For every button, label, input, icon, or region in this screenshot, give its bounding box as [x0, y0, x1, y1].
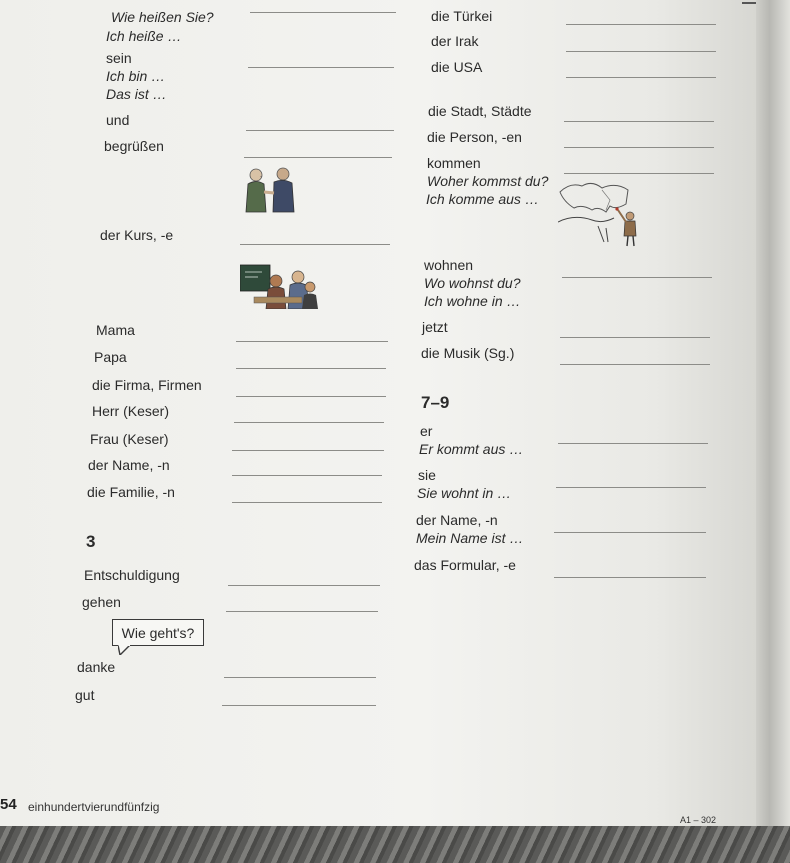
answer-line-das-formular[interactable]: [554, 577, 706, 578]
vocab-kommen: kommen: [427, 155, 481, 171]
handshake-illustration: [240, 166, 298, 214]
vocab-die-familie: die Familie, -n: [87, 484, 175, 500]
answer-line-wohnen[interactable]: [562, 277, 712, 278]
answer-line-papa[interactable]: [236, 368, 386, 369]
answer-line-kommen[interactable]: [564, 173, 714, 174]
vocab-woher-kommst-du: Woher kommst du?: [427, 173, 549, 189]
vocab-sie-wohnt-in: Sie wohnt in …: [417, 485, 512, 501]
vocab-gut: gut: [75, 687, 95, 703]
vocab-die-firma: die Firma, Firmen: [92, 377, 202, 393]
answer-line-die-stadt[interactable]: [564, 121, 714, 122]
answer-line-die-tuerkei[interactable]: [566, 24, 716, 25]
vocab-ich-wohne-in: Ich wohne in …: [424, 293, 521, 309]
vocab-jetzt: jetzt: [422, 319, 448, 335]
answer-line-begruessen[interactable]: [244, 157, 392, 158]
vocab-begruessen: begrüßen: [104, 138, 164, 154]
vocab-er-kommt-aus: Er kommt aus …: [419, 441, 524, 457]
answer-line-gut[interactable]: [222, 705, 376, 706]
vocab-mama: Mama: [96, 322, 135, 338]
page-edge-shadow: [756, 0, 790, 832]
vocab-der-irak: der Irak: [431, 33, 479, 49]
section-number-3: 3: [86, 532, 96, 551]
speech-bubble-tail: [118, 645, 132, 655]
answer-line-die-familie[interactable]: [232, 502, 382, 503]
speech-bubble-text: Wie geht's?: [121, 624, 195, 641]
footer-code: A1 – 302: [680, 815, 717, 825]
vocab-und: und: [106, 112, 130, 128]
vocab-er: er: [420, 423, 433, 439]
classroom-illustration: [240, 263, 318, 309]
section-number-7-9: 7–9: [421, 393, 450, 412]
answer-line-er[interactable]: [558, 443, 708, 444]
vocab-gehen: gehen: [82, 594, 121, 610]
answer-line-die-usa[interactable]: [566, 77, 716, 78]
answer-line-danke[interactable]: [224, 677, 376, 678]
carpet-background: [0, 826, 790, 863]
answer-line-mama[interactable]: [236, 341, 388, 342]
answer-line-sie[interactable]: [556, 487, 706, 488]
vocab-die-musik: die Musik (Sg.): [421, 345, 515, 361]
answer-line-sein[interactable]: [248, 67, 394, 68]
vocab-der-kurs: der Kurs, -e: [100, 227, 174, 243]
answer-line-herr-keser[interactable]: [234, 422, 384, 423]
answer-line-frau-keser[interactable]: [232, 450, 384, 451]
answer-line-der-name-right[interactable]: [554, 532, 706, 533]
vocab-die-person: die Person, -en: [427, 129, 522, 145]
answer-line-der-irak[interactable]: [566, 51, 716, 52]
vocab-sein: sein: [106, 50, 132, 66]
answer-line-die-musik[interactable]: [560, 364, 710, 365]
vocab-wo-wohnst-du: Wo wohnst du?: [424, 275, 521, 291]
vocab-die-usa: die USA: [431, 59, 483, 75]
vocab-frau-keser: Frau (Keser): [90, 431, 169, 447]
answer-line-der-name-left[interactable]: [232, 475, 382, 476]
vocab-wohnen: wohnen: [424, 257, 474, 273]
svg-text:″: ″: [260, 176, 262, 182]
vocab-herr-keser: Herr (Keser): [92, 403, 170, 419]
speech-bubble: [112, 619, 204, 646]
answer-line-und[interactable]: [246, 130, 394, 131]
page-number: 54: [0, 796, 17, 813]
answer-line-die-person[interactable]: [564, 147, 714, 148]
vocab-danke: danke: [77, 659, 116, 675]
answer-line-wie-heissen-sie[interactable]: [250, 12, 396, 13]
vocab-entschuldigung: Entschuldigung: [84, 567, 180, 583]
vocab-sie: sie: [418, 467, 436, 483]
vocab-ich-komme-aus: Ich komme aus …: [426, 191, 539, 207]
answer-line-entschuldigung[interactable]: [228, 585, 380, 586]
answer-line-der-kurs[interactable]: [240, 244, 390, 245]
vocab-das-formular: das Formular, -e: [414, 557, 516, 573]
vocab-das-ist: Das ist …: [106, 86, 167, 102]
vocab-die-stadt: die Stadt, Städte: [428, 103, 532, 119]
answer-line-die-firma[interactable]: [236, 396, 386, 397]
map-illustration: [558, 176, 658, 248]
answer-line-jetzt[interactable]: [560, 337, 710, 338]
vocab-papa: Papa: [94, 349, 127, 365]
vocab-ich-heisse: Ich heiße …: [106, 28, 182, 44]
vocab-der-name-left: der Name, -n: [88, 457, 170, 473]
page-number-words: einhundertvierundfünfzig: [28, 800, 160, 814]
vocab-der-name-right: der Name, -n: [416, 512, 498, 528]
answer-line-gehen[interactable]: [226, 611, 378, 612]
vocab-wie-heissen-sie: Wie heißen Sie?: [111, 9, 214, 25]
vocab-mein-name-ist: Mein Name ist …: [416, 530, 524, 546]
vocab-ich-bin: Ich bin …: [106, 68, 166, 84]
vocab-die-tuerkei: die Türkei: [431, 8, 493, 24]
